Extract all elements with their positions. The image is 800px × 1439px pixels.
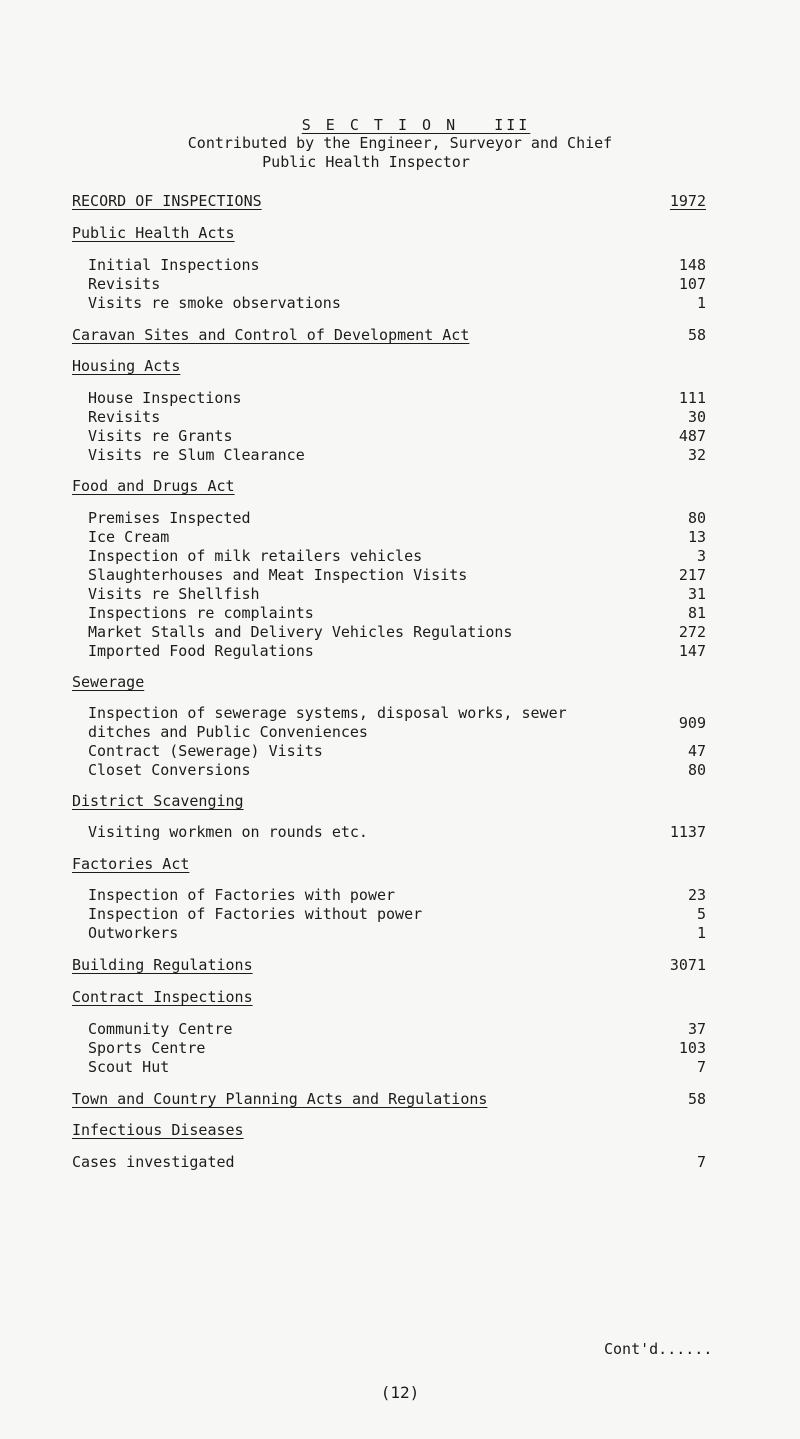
record-heading-row [0, 192, 800, 212]
list-item: Revisits 107 [88, 275, 706, 293]
category-heading: Infectious Diseases [72, 1121, 244, 1139]
category-heading: Public Health Acts [72, 224, 235, 242]
page-number: (12) [380, 1383, 420, 1402]
list-item: Outworkers 1 [88, 924, 706, 942]
list-item: Visits re Grants 487 [88, 427, 706, 445]
list-item: Visits re Shellfish 31 [88, 585, 706, 603]
list-item: Inspection of sewerage systems, disposal works, sewer ditches and Public Conveniences 909 [88, 704, 706, 741]
category-heading: Building Regulations 3071 [72, 956, 706, 974]
list-item: Premises Inspected 80 [88, 509, 706, 527]
category-heading: Food and Drugs Act [72, 477, 235, 495]
category-heading: Contract Inspections [72, 988, 253, 1006]
list-item: Visiting workmen on rounds etc. 1137 [88, 823, 706, 841]
continued-note: Cont'd...... [604, 1340, 713, 1358]
list-item: Slaughterhouses and Meat Inspection Visits 217 [88, 566, 706, 584]
list-item: Community Centre 37 [88, 1020, 706, 1038]
list-item: Visits re smoke observations 1 [88, 294, 706, 312]
list-item: Market Stalls and Delivery Vehicles Regulations 272 [88, 623, 706, 641]
list-item: Ice Cream 13 [88, 528, 706, 546]
category-heading: Housing Acts [72, 357, 181, 375]
list-item: Sports Centre 103 [88, 1039, 706, 1057]
contributor-line: Contributed by the Engineer, Surveyor and Chief [187, 134, 613, 152]
record-year: 1972 [669, 192, 706, 210]
category-heading: Factories Act [72, 855, 190, 873]
list-item: Visits re Slum Clearance 32 [88, 446, 706, 464]
category-heading: Sewerage [72, 673, 145, 691]
category-heading: Caravan Sites and Control of Development Act 58 [72, 326, 706, 344]
list-item: Inspections re complaints 81 [88, 604, 706, 622]
list-item: House Inspections 111 [88, 389, 706, 407]
contributor-line-2: Public Health Inspector [262, 153, 470, 171]
list-item: Inspection of Factories without power 5 [88, 905, 706, 923]
list-item: Initial Inspections 148 [88, 256, 706, 274]
list-item: Contract (Sewerage) Visits 47 [88, 742, 706, 760]
list-item: Cases investigated 7 [72, 1153, 706, 1171]
category-heading: Town and Country Planning Acts and Regulations 58 [72, 1090, 706, 1108]
list-item: Inspection of Factories with power 23 [88, 886, 706, 904]
category-heading: District Scavenging [72, 792, 244, 810]
record-title: RECORD OF INSPECTIONS [72, 192, 262, 210]
list-item: Closet Conversions 80 [88, 761, 706, 779]
list-item: Scout Hut 7 [88, 1058, 706, 1076]
list-item: Inspection of milk retailers vehicles 3 [88, 547, 706, 565]
list-item: Revisits 30 [88, 408, 706, 426]
list-item: Imported Food Regulations 147 [88, 642, 706, 660]
section-heading: S E C T I O N III [301, 116, 531, 134]
